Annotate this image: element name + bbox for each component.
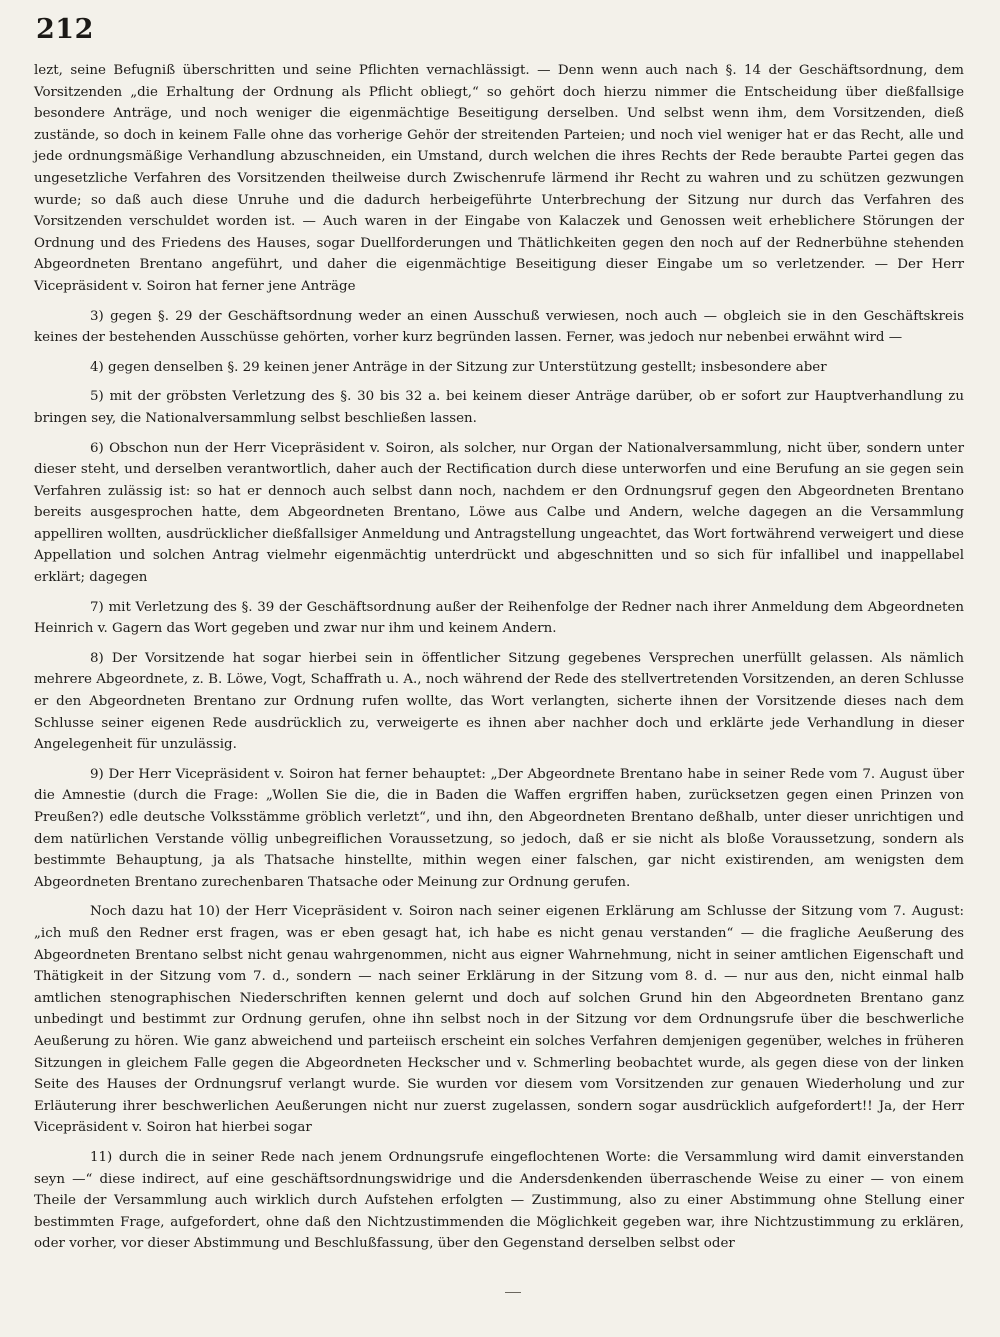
page-number: 212 (36, 14, 94, 45)
paragraph-9: 9) Der Herr Vicepräsident v. Soiron hat ferner behauptet: „Der Abgeordnete Brentano habe in seiner Rede vom 7. August über die Amnestie (durch die Frage: „Wollen Sie die, die in Baden die Waffen ergriffen haben, zurücksetzen gegen einen Prinzen von Preußen?) edle deutsche Volksstämme gröblich verletzt“, und ihn, den Abgeordneten Brentano deßhalb, unter dieser unrichtigen und dem natürlichen Verstande völlig unbegreiflichen Voraussetzung, so jedoch, daß er sie nicht als bloße Voraussetzung, sondern als bestimmte Behauptung, ja als Thatsache hinstellte, mithin wegen einer falschen, gar nicht existirenden, am wenigsten dem Abgeordneten Brentano zurechenbaren Thatsache oder Meinung zur Ordnung gerufen. (34, 766, 964, 890)
paragraph-3: 3) gegen §. 29 der Geschäftsordnung weder an einen Ausschuß verwiesen, noch auch — obgleich sie in den Geschäftskreis keines der bestehenden Ausschüsse gehörten, vorher kurz begründen lassen. Ferner, was jedoch nur nebenbei erwähnt wird — (34, 308, 964, 346)
paragraph-11: 11) durch die in seiner Rede nach jenem Ordnungsrufe eingeflochtenen Worte: die Versammlung wird damit einverstanden seyn —“ diese indirect, auf eine geschäftsordnungswidrige und die Andersdenkenden überraschende Weise zu einer — von einem Theile der Versammlung auch wirklich durch Aufstehen erfolgten — Zustimmung, also zu einer Abstimmung ohne Stellung einer bestimmten Frage, aufgefordert, ohne daß den Nichtzustimmenden die Möglichkeit gegeben war, ihre Nichtzustimmung zu erklären, oder vorher, vor dieser Abstimmung und Beschlußfassung, über den Gegenstand derselben selbst oder (34, 1149, 964, 1252)
footer-dash (505, 1292, 521, 1293)
paragraph-8: 8) Der Vorsitzende hat sogar hierbei sein in öffentlicher Sitzung gegebenes Versprechen unerfüllt gelassen. Als nämlich mehrere Abgeordnete, z. B. Löwe, Vogt, Schaffrath u. A., noch während der Rede des stellvertretenden Vorsitzenden, an deren Schlusse er den Abgeordneten Brentano zur Ordnung rufen wollte, das Wort verlangten, sicherte ihnen der Vorsitzende dieses nach dem Schlusse seiner eigenen Rede ausdrücklich zu, verweigerte es ihnen aber nachher doch und erklärte jede Verhandlung in dieser Angelegenheit für unzulässig. (34, 650, 964, 753)
paragraph-5: 5) mit der gröbsten Verletzung des §. 30 bis 32 a. bei keinem dieser Anträge darüber, ob er sofort zur Hauptverhandlung zu bringen sey, die Nationalversammlung selbst beschließen lassen. (34, 389, 964, 426)
paragraph-4: 4) gegen denselben §. 29 keinen jener Anträge in der Sitzung zur Unterstützung gestellt; insbesondere aber (90, 359, 827, 375)
paragraph-continuation: lezt, seine Befugniß überschritten und seine Pflichten vernachlässigt. — Denn wenn auch nach §. 14 der Geschäftsordnung, dem Vorsitzenden „die Erhaltung der Ordnung als Pflicht obliegt,“ so gehört doch hierzu nimmer die Entscheidung über dießfallsige besondere Anträge, und noch weniger die eigenmächtige Beseitigung derselben. Und selbst wenn ihm, dem Vorsitzenden, dieß zustände, so doch in keinem Falle ohne das vorherige Gehör der streitenden Parteien; und noch viel weniger hat er das Recht, alle und jede ordnungsmäßige Verhandlung abzuschneiden, ein Umstand, durch welchen die ihres Rechts der Rede beraubte Partei gegen das ungesetzliche Verfahren des Vorsitzenden theilweise durch Zwischenrufe lärmend ihr Recht zu wahren und zu schützen gezwungen wurde; so daß auch diese Unruhe und die dadurch herbeigeführte Unterbrechung der Sitzung nur durch das Verfahren des Vorsitzenden verschuldet worden ist. — Auch waren in der Eingabe von Kalaczek und Genossen weit erheblichere Störungen der Ordnung und des Friedens des Hauses, sogar Duellforderungen und Thätlichkeiten gegen den noch auf der Rednerbühne stehenden Abgeordneten Brentano angeführt, und daher die eigenmächtige Beseitigung dieser Eingabe um so verletzender. — Der Herr Vicepräsident v. Soiron hat ferner jene Anträge (34, 63, 964, 294)
paragraph-6: 6) Obschon nun der Herr Vicepräsident v. Soiron, als solcher, nur Organ der Nationalversammlung, nicht über, sondern unter dieser steht, und derselben verantwortlich, daher auch der Rectification durch diese unterworfen und eine Berufung an sie gegen sein Verfahren zulässig ist: so hat er dennoch auch selbst dann noch, nachdem er den Ordnungsruf gegen den Abgeordneten Brentano bereits ausgesprochen hatte, dem Abgeordneten Brentano, Löwe aus Calbe und Andern, welche dagegen an die Versammlung appelliren wollten, ausdrücklicher dießfallsiger Anmeldung und Antragstellung ungeachtet, das Wort fortwährend verweigert und diese Appellation und solchen Antrag vielmehr eigenmächtig unterdrückt und abgeschnitten und so sich für infallibel und inappellabel erklärt; dagegen (34, 440, 964, 586)
paragraph-7: 7) mit Verletzung des §. 39 der Geschäftsordnung außer der Reihenfolge der Redner nach ihrer Anmeldung dem Abgeordneten Heinrich v. Gagern das Wort gegeben und zwar nur ihm und keinem Andern. (34, 599, 964, 637)
paragraph-10: Noch dazu hat 10) der Herr Vicepräsident v. Soiron nach seiner eigenen Erklärung am Schlusse der Sitzung vom 7. August: „ich muß den Redner erst fragen, was er eben gesagt hat, ich habe es nicht genau verstanden“ — die fragliche Aeußerung des Abgeordneten Brentano selbst nicht genau wahrgenommen, nicht aus eigner Wahrnehmung, nicht in seiner amtlichen Eigenschaft und Thätigkeit in der Sitzung vom 7. d., sondern — nach seiner Erklärung in der Sitzung vom 8. d. — nur aus den, nicht einmal halb amtlichen stenographischen Niederschriften kennen gelernt und doch auf solchen Grund hin den Abgeordneten Brentano ganz unbedingt und bestimmt zur Ordnung gerufen, ohne ihn selbst noch in der Sitzung vor dem Ordnungsrufe über die beschwerliche Aeußerung zu hören. Wie ganz abweichend und parteiisch erscheint ein solches Verfahren demjenigen gegenüber, welches in früheren Sitzungen in gleichem Falle gegen die Abgeordneten Heckscher und v. Schmerling beobachtet wurde, als gegen diese von der linken Seite des Hauses der Ordnungsruf verlangt wurde. Sie wurden vor diesem vom Vorsitzenden zur genauen Wiederholung und zur Erläuterung ihrer beschwerlichen Aeußerungen nicht nur zuerst zugelassen, sondern sogar ausdrücklich aufgefordert!! Ja, der Herr Vicepräsident v. Soiron hat hierbei sogar (34, 904, 964, 1136)
